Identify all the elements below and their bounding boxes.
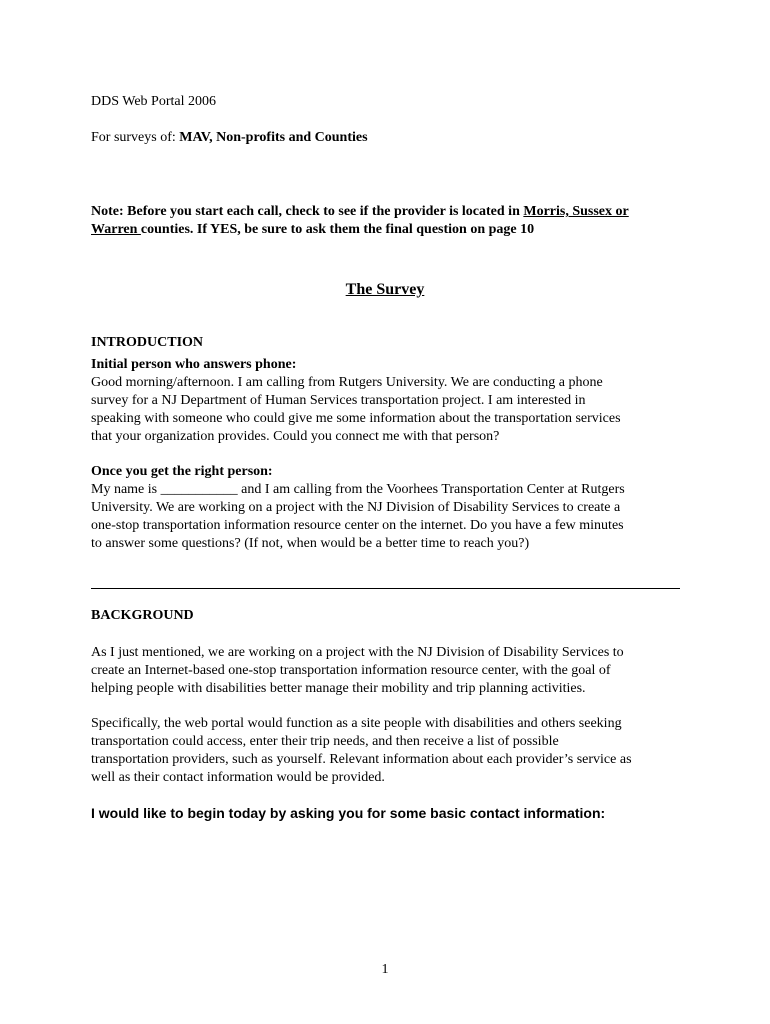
page-number: 1	[381, 962, 389, 977]
background-paragraph-2	[91, 715, 691, 787]
survey-title: The Survey	[345, 281, 425, 298]
intro-line: speaking with someone who could give me some information about the transportation services	[91, 411, 621, 426]
surveys-line	[91, 129, 691, 147]
note-text-2: counties. If YES, be sure to ask them the final question on page 10	[140, 222, 535, 237]
background-line: transportation could access, enter their trip needs, and then receive a list of possible	[91, 734, 559, 749]
section-divider	[91, 588, 680, 589]
note-counties-2: Warren	[91, 222, 141, 237]
background-line: transportation providers, such as yourself. Relevant information about each provider’s service as	[91, 752, 632, 767]
note-counties-1: Morris, Sussex or	[523, 204, 629, 219]
note-line-2	[91, 221, 691, 239]
background-line: well as their contact information would be provided.	[91, 770, 385, 785]
initial-person-section	[91, 356, 691, 446]
right-person-heading: Once you get the right person:	[91, 464, 273, 479]
background-paragraph-1	[91, 644, 691, 698]
document-title: DDS Web Portal 2006	[91, 94, 217, 109]
note-line-1	[91, 203, 691, 221]
intro-line: University. We are working on a project with the NJ Division of Disability Services to create a	[91, 500, 621, 515]
background-line: Specifically, the web portal would function as a site people with disabilities and others seeking	[91, 716, 622, 731]
background-line: As I just mentioned, we are working on a project with the NJ Division of Disability Services to	[91, 645, 624, 660]
note-text-1: Note: Before you start each call, check to see if the provider is located in	[91, 204, 524, 219]
intro-line: one-stop transportation information resource center on the internet. Do you have a few minutes	[91, 518, 624, 533]
surveys-targets: MAV, Non-profits and Counties	[179, 130, 368, 145]
background-heading: BACKGROUND	[91, 608, 194, 623]
intro-line: to answer some questions? (If not, when would be a better time to reach you?)	[91, 536, 530, 551]
note-block	[91, 203, 691, 239]
background-line: create an Internet-based one-stop transportation information resource center, with the goal of	[91, 663, 611, 678]
background-line: helping people with disabilities better manage their mobility and trip planning activities.	[91, 681, 586, 696]
intro-line: survey for a NJ Department of Human Services transportation project. I am interested in	[91, 393, 586, 408]
intro-line: My name is ___________ and I am calling from the Voorhees Transportation Center at Rutgers	[91, 482, 625, 497]
intro-line: that your organization provides. Could you connect me with that person?	[91, 429, 500, 444]
intro-line: Good morning/afternoon. I am calling from Rutgers University. We are conducting a phone	[91, 375, 603, 390]
contact-info-prompt: I would like to begin today by asking you for some basic contact information:	[91, 805, 606, 821]
surveys-prefix: For surveys of:	[91, 130, 180, 145]
introduction-heading: INTRODUCTION	[91, 335, 204, 350]
initial-person-heading: Initial person who answers phone:	[91, 357, 297, 372]
right-person-section	[91, 463, 691, 553]
